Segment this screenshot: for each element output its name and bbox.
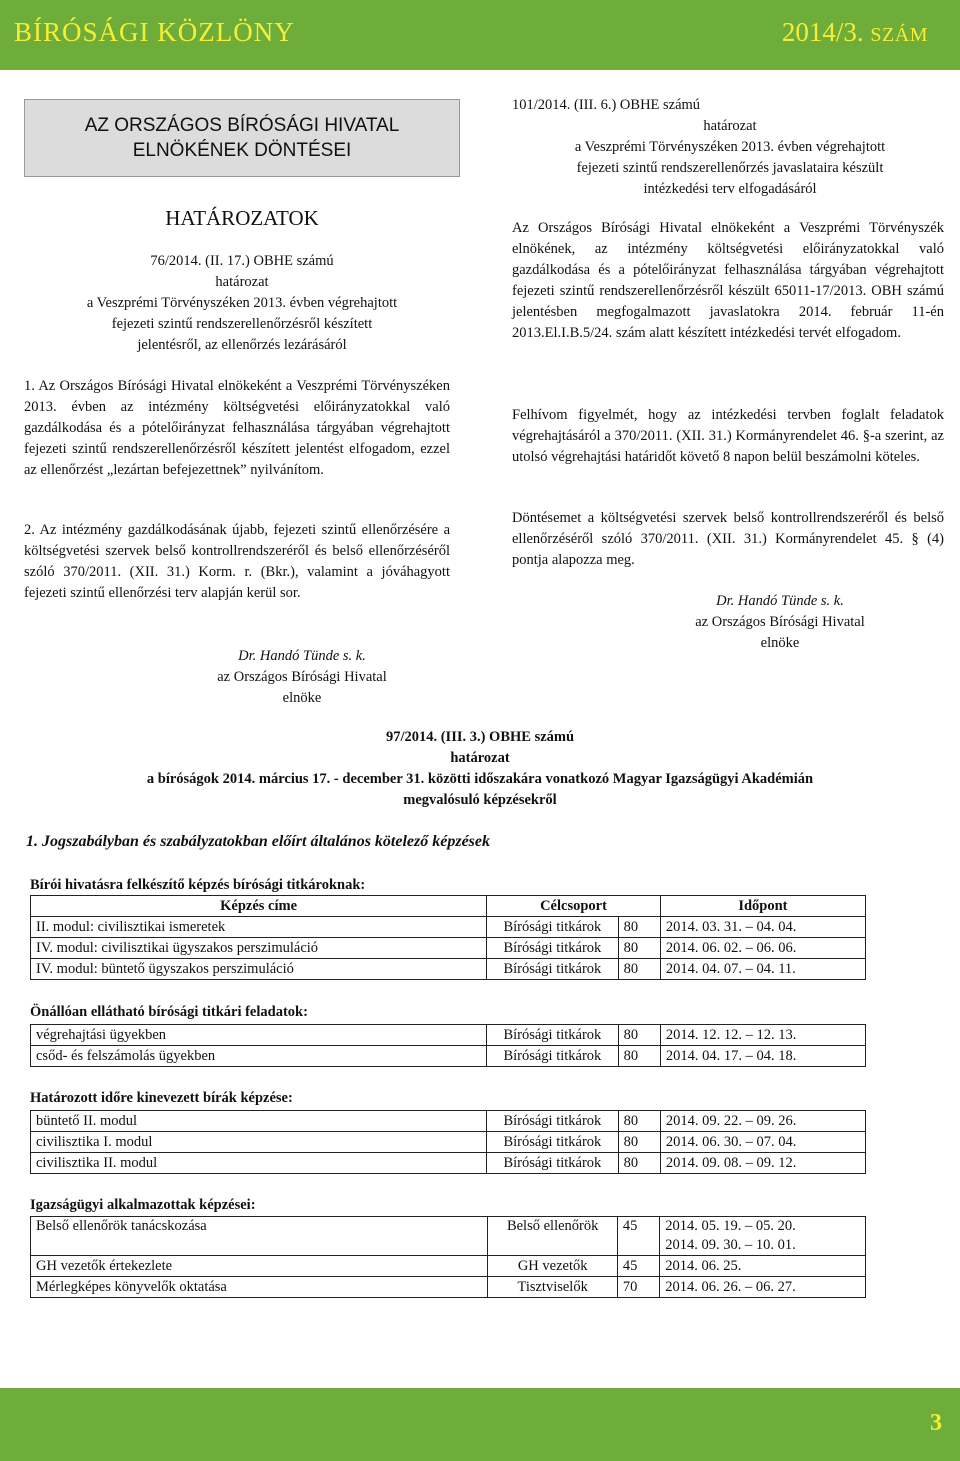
table-row (31, 917, 866, 938)
left-paragraph-2: 2. Az intézmény gazdálkodásának újabb, fejezeti szintű ellenőrzésére a költségvetési szervek belső kontrollrendszeréről és belső ellenőrzéséről szóló 370/2011. (XII. 31.) Korm. r. (Bkr.), valamint a jóváhagyott fejezeti szintű ellenőrzési terv alapján kerül sor. (24, 522, 450, 601)
table3-caption: Határozott időre kinevezett bírák képzése: (30, 1090, 293, 1106)
headcount: 80 (618, 938, 660, 959)
section-box-text: AZ ORSZÁGOS BÍRÓSÁGI HIVATAL ELNÖKÉNEK DÖNTÉSEI (84, 115, 400, 161)
course-date: 2014. 04. 17. – 04. 18. (660, 1046, 865, 1067)
bottom-decision-kind: határozat (450, 750, 510, 766)
headcount: 80 (618, 917, 660, 938)
bottom-decision-number: 97/2014. (III. 3.) OBHE számú (385, 729, 575, 745)
target-group: Bírósági titkárok (487, 1046, 618, 1067)
headcount: 80 (618, 1153, 660, 1174)
right-decision-number: 101/2014. (III. 6.) OBHE számú (512, 97, 701, 113)
course-title: GH vezetők értekezlete (31, 1256, 488, 1277)
bottom-decision-subject-2: megvalósuló képzésekről (403, 792, 557, 808)
course-title: civilisztika II. modul (31, 1153, 487, 1174)
table-row (31, 938, 866, 959)
course-date: 2014. 06. 26. – 06. 27. (660, 1277, 866, 1298)
header-course-title: Képzés címe (31, 896, 487, 917)
table-row (31, 1111, 866, 1132)
bottom-decision-subject-1: a bíróságok 2014. március 17. - december 31. közötti időszakára vonatkozó Magyar Igazságügyi Akadémián (146, 771, 814, 787)
course-date: 2014. 12. 12. – 12. 13. (660, 1025, 865, 1046)
table-judicial-secretaries (30, 895, 866, 980)
course-date: 2014. 06. 02. – 06. 06. (660, 938, 865, 959)
target-group: Bírósági titkárok (487, 938, 618, 959)
headcount: 70 (617, 1277, 659, 1298)
table-court-employees (30, 1216, 866, 1298)
table-fixed-term-judges (30, 1110, 866, 1174)
left-signature-office: az Országos Bírósági Hivatal (217, 669, 387, 685)
target-group: Bírósági titkárok (487, 1025, 618, 1046)
course-date: 2014. 06. 25. (660, 1256, 866, 1277)
page-footer (0, 1388, 960, 1461)
left-signature-role: elnöke (282, 690, 322, 706)
left-paragraph-1: 1. Az Országos Bírósági Hivatal elnökeként a Veszprémi Törvényszéken 2013. évben az intézmény költségvetési előirányzatokkal való gazdálkodása és a pótelőirányzat felhasználása tárgyában végrehajtott fejezeti szintű rendszerellenőrzésről készített jelentést elfogadom, ezzel az ellenőrzést „lezártan befejezettnek” nyilvánítom. (24, 378, 450, 478)
headcount: 45 (617, 1217, 659, 1256)
right-paragraph-2: Felhívom figyelmét, hogy az intézkedési tervben foglalt feladatok végrehajtásáról a 370/2011. (XII. 31.) Kormányrendelet 46. §-a szerint, az utolsó végrehajtási határidőt követő 8 napon belül beszámolni köteles. (512, 407, 944, 465)
table-row (31, 1277, 866, 1298)
target-group: Bírósági titkárok (487, 1111, 618, 1132)
course-date: 2014. 06. 30. – 07. 04. (660, 1132, 865, 1153)
right-signature-name: Dr. Handó Tünde s. k. (716, 593, 844, 609)
course-date: 2014. 04. 07. – 04. 11. (660, 959, 865, 980)
table-row (31, 1217, 866, 1256)
issue-number: 2014/3. SZÁM (781, 17, 928, 47)
right-paragraph-3: Döntésemet a költségvetési szervek belső kontrollrendszeréről és belső ellenőrzéséről szóló 370/2011. (XII. 31.) Kormányrendelet 45. § (4) pontja alapozza meg. (512, 510, 944, 568)
target-group: Bírósági titkárok (487, 1132, 618, 1153)
table-row (31, 1256, 866, 1277)
target-group: Belső ellenőrök (488, 1217, 617, 1256)
headcount: 80 (618, 1111, 660, 1132)
right-signature-office: az Országos Bírósági Hivatal (695, 614, 865, 630)
section-title: HATÁROZATOK (165, 206, 319, 230)
table1-caption: Bírói hivatásra felkészítő képzés bírósági titkároknak: (30, 877, 366, 893)
course-title: IV. modul: civilisztikai ügyszakos perszimuláció (31, 938, 487, 959)
header-target-group: Célcsoport (487, 896, 661, 917)
table2-caption: Önállóan ellátható bírósági titkári feladatok: (30, 1004, 308, 1020)
table-row (31, 1132, 866, 1153)
target-group: Bírósági titkárok (487, 1153, 618, 1174)
target-group: Bírósági titkárok (487, 959, 618, 980)
course-title: civilisztika I. modul (31, 1132, 487, 1153)
headcount: 80 (618, 1025, 660, 1046)
target-group: Bírósági titkárok (487, 917, 618, 938)
right-paragraph-1: Az Országos Bírósági Hivatal elnökeként a Veszprémi Törvényszék elnökének, az intézmény költségvetési előirányzatokkal való gazdálkodása és a pótelőirányzat felhasználása tárgyában végrehajtott fejezeti szintű rendszerellenőrzésről készült 65011-17/2013. OBH számú jelentésben megfogalmazott javaslatokra 2014. február 11-én 2013.El.I.B.5/24. szám alatt készített intézkedési tervét elfogadom. (512, 220, 944, 341)
table-row (31, 1025, 866, 1046)
left-decision-subject: a Veszprémi Törvényszéken 2013. évben végrehajtott fejezeti szintű rendszerellenőrzésről készített jelentésről, az ellenőrzés lezárásáról (86, 295, 398, 353)
right-decision-subject: a Veszprémi Törvényszéken 2013. évben végrehajtott fejezeti szintű rendszerellenőrzés javaslataira készült intézkedési terv elfogadásáról (574, 139, 886, 197)
table-row (31, 1153, 866, 1174)
target-group: Tisztviselők (488, 1277, 617, 1298)
left-signature-name: Dr. Handó Tünde s. k. (238, 648, 366, 664)
page-number: 3 (930, 1410, 942, 1436)
course-title: Mérlegképes könyvelők oktatása (31, 1277, 488, 1298)
headcount: 80 (618, 1046, 660, 1067)
right-decision-kind: határozat (703, 118, 757, 134)
course-date: 2014. 05. 19. – 05. 20. 2014. 09. 30. – 10. 01. (660, 1217, 866, 1256)
table-independent-tasks (30, 1024, 866, 1067)
course-date: 2014. 03. 31. – 04. 04. (660, 917, 865, 938)
left-decision-kind: határozat (215, 274, 269, 290)
table4-caption: Igazságügyi alkalmazottak képzései: (30, 1197, 256, 1213)
headcount: 80 (618, 1132, 660, 1153)
table-row (31, 959, 866, 980)
course-title: csőd- és felszámolás ügyekben (31, 1046, 487, 1067)
journal-title: BÍRÓSÁGI KÖZLÖNY (14, 17, 295, 47)
headcount: 80 (618, 959, 660, 980)
table-row (31, 1046, 866, 1067)
course-title: IV. modul: büntető ügyszakos perszimuláció (31, 959, 487, 980)
training-heading: 1. Jogszabályban és szabályzatokban előírt általános kötelező képzések (26, 833, 490, 850)
page-header (0, 0, 960, 70)
header-date: Időpont (660, 896, 865, 917)
course-title: Belső ellenőrök tanácskozása (31, 1217, 488, 1256)
headcount: 45 (617, 1256, 659, 1277)
target-group: GH vezetők (488, 1256, 617, 1277)
section-box (24, 99, 460, 177)
course-title: végrehajtási ügyekben (31, 1025, 487, 1046)
course-date: 2014. 09. 08. – 09. 12. (660, 1153, 865, 1174)
course-title: II. modul: civilisztikai ismeretek (31, 917, 487, 938)
table-header-row (31, 896, 866, 917)
course-title: büntető II. modul (31, 1111, 487, 1132)
right-signature-role: elnöke (760, 635, 800, 651)
left-decision-number: 76/2014. (II. 17.) OBHE számú (150, 253, 334, 269)
course-date: 2014. 09. 22. – 09. 26. (660, 1111, 865, 1132)
